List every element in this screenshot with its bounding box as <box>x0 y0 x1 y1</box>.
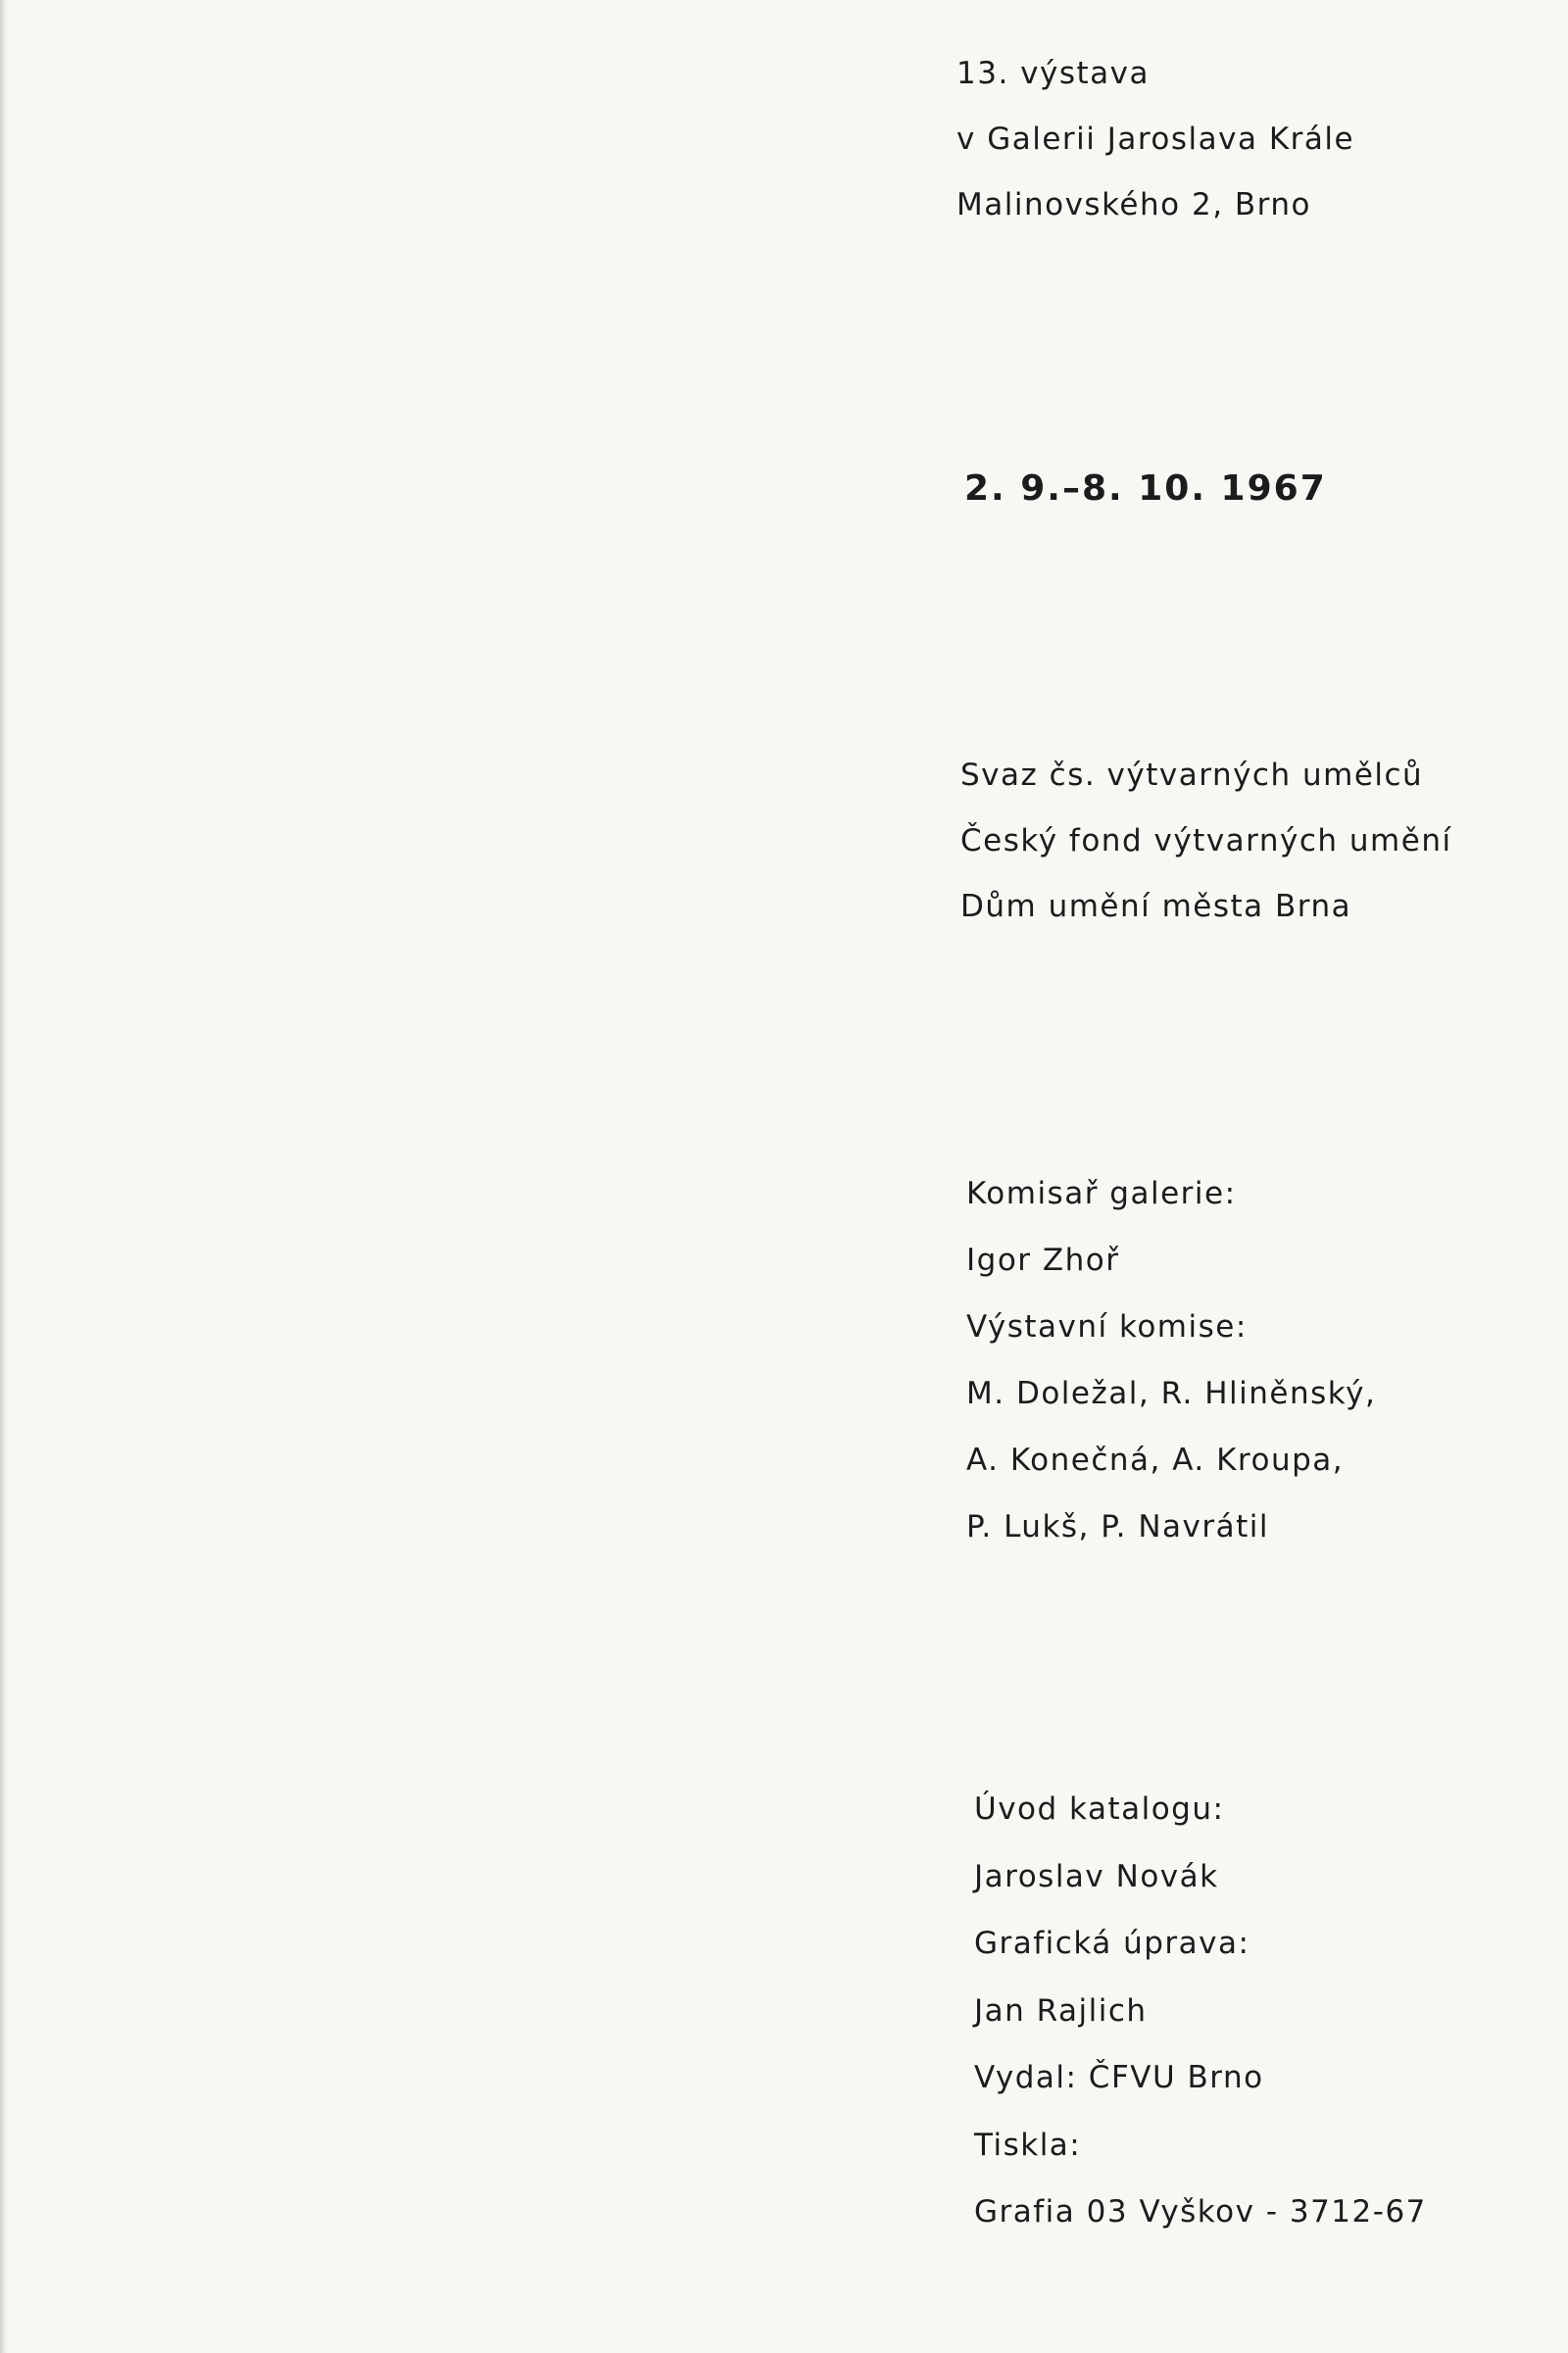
committee-members: P. Lukš, P. Navrátil <box>966 1509 1269 1544</box>
organizers-block <box>960 743 1452 940</box>
commissioner-label: Komisař galerie: <box>966 1176 1237 1211</box>
gallery-name: v Galerii Jaroslava Krále <box>956 122 1355 157</box>
organizer-line: Svaz čs. výtvarných umělců <box>960 758 1424 793</box>
exhibition-number: 13. výstava <box>956 56 1150 91</box>
printer-name: Grafia 03 Vyškov - 3712-67 <box>974 2194 1427 2230</box>
committee-block <box>966 1160 1376 1560</box>
intro-author: Jaroslav Novák <box>974 1858 1219 1894</box>
printer-label: Tiskla: <box>974 2127 1082 2163</box>
design-author: Jan Rajlich <box>974 1992 1148 2029</box>
committee-label: Výstavní komise: <box>966 1309 1248 1345</box>
commissioner-name: Igor Zhoř <box>966 1243 1120 1278</box>
intro-label: Úvod katalogu: <box>974 1791 1225 1827</box>
gallery-address: Malinovského 2, Brno <box>956 187 1311 222</box>
page-edge <box>0 0 8 2353</box>
organizer-line: Dům umění města Brna <box>960 889 1352 924</box>
committee-members: M. Doležal, R. Hliněnský, <box>966 1376 1377 1411</box>
committee-members: A. Konečná, A. Kroupa, <box>966 1443 1345 1478</box>
venue-block <box>956 41 1354 238</box>
organizer-line: Český fond výtvarných umění <box>960 823 1452 858</box>
dates-block <box>964 456 1327 521</box>
design-label: Grafická úprava: <box>974 1926 1250 1961</box>
exhibition-dates: 2. 9.–8. 10. 1967 <box>964 468 1327 509</box>
publisher-line: Vydal: ČFVU Brno <box>974 2060 1264 2095</box>
credits-block <box>974 1776 1427 2246</box>
